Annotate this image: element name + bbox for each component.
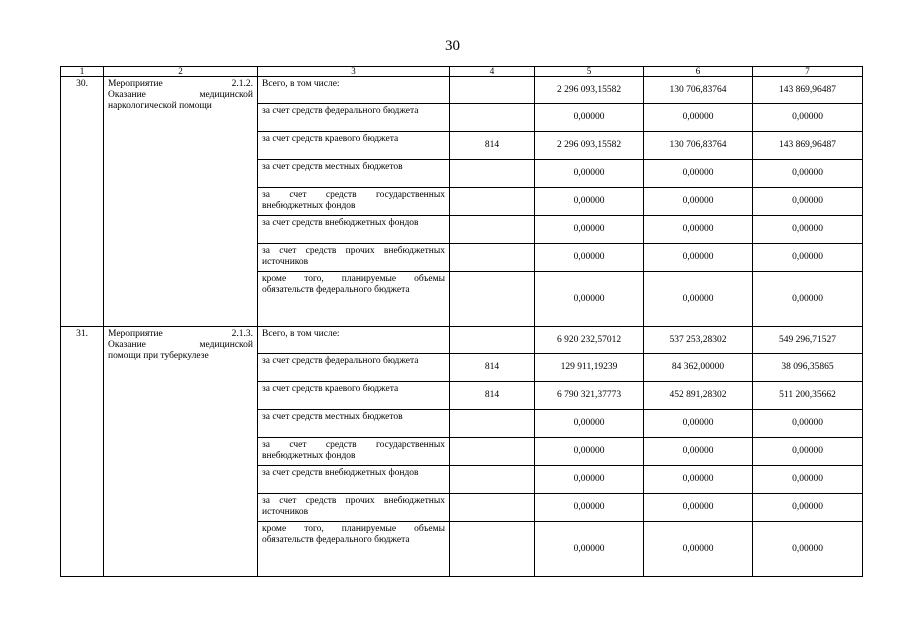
value-col5: 2 296 093,15582 <box>535 132 644 160</box>
funding-source: кроме того, планируемые объемы обязательств федерального бюджета <box>258 522 450 577</box>
budget-code <box>450 438 535 466</box>
value-col5: 6 920 232,57012 <box>535 327 644 354</box>
funding-source: за счет средств внебюджетных фондов <box>258 216 450 244</box>
value-col6: 0,00000 <box>644 438 753 466</box>
funding-source: за счет средств краевого бюджета <box>258 132 450 160</box>
budget-code: 814 <box>450 382 535 410</box>
budget-code: 814 <box>450 354 535 382</box>
column-header: 3 <box>258 67 450 77</box>
value-col7: 0,00000 <box>753 494 863 522</box>
column-header: 4 <box>450 67 535 77</box>
value-col5: 0,00000 <box>535 438 644 466</box>
value-col7: 0,00000 <box>753 160 863 188</box>
column-header: 1 <box>61 67 104 77</box>
funding-source: за счет средств прочих внебюджетных источников <box>258 244 450 272</box>
value-col6: 0,00000 <box>644 104 753 132</box>
value-col5: 0,00000 <box>535 494 644 522</box>
budget-code: 814 <box>450 132 535 160</box>
value-col5: 0,00000 <box>535 522 644 577</box>
value-col7: 0,00000 <box>753 272 863 327</box>
funding-source: за счет средств прочих внебюджетных источников <box>258 494 450 522</box>
value-col6: 0,00000 <box>644 272 753 327</box>
value-col5: 129 911,19239 <box>535 354 644 382</box>
value-col7: 0,00000 <box>753 438 863 466</box>
event-name-line: Мероприятие 2.1.3. <box>108 329 253 339</box>
funding-source: кроме того, планируемые объемы обязательств федерального бюджета <box>258 272 450 327</box>
value-col6: 84 362,00000 <box>644 354 753 382</box>
funding-source: за счет средств местных бюджетов <box>258 160 450 188</box>
column-header: 6 <box>644 67 753 77</box>
value-col5: 6 790 321,37773 <box>535 382 644 410</box>
budget-code <box>450 327 535 354</box>
value-col6: 0,00000 <box>644 188 753 216</box>
column-number-row <box>61 67 863 77</box>
budget-code <box>450 160 535 188</box>
funding-source: за счет средств государственных внебюджетных фондов <box>258 188 450 216</box>
value-col7: 0,00000 <box>753 522 863 577</box>
budget-code <box>450 244 535 272</box>
value-col6: 130 706,83764 <box>644 132 753 160</box>
funding-source: за счет средств федерального бюджета <box>258 104 450 132</box>
budget-code <box>450 77 535 104</box>
value-col6: 0,00000 <box>644 160 753 188</box>
event-name-line: Оказание медицинской <box>108 340 253 350</box>
row-number: 30. <box>61 77 104 327</box>
funding-source: за счет средств краевого бюджета <box>258 382 450 410</box>
value-col7: 38 096,35865 <box>753 354 863 382</box>
value-col6: 0,00000 <box>644 216 753 244</box>
value-col5: 2 296 093,15582 <box>535 77 644 104</box>
event-name-line: помощи при туберкулезе <box>108 351 209 361</box>
value-col7: 0,00000 <box>753 244 863 272</box>
value-col5: 0,00000 <box>535 216 644 244</box>
value-col6: 0,00000 <box>644 522 753 577</box>
funding-source: за счет средств федерального бюджета <box>258 354 450 382</box>
value-col6: 0,00000 <box>644 466 753 494</box>
value-col5: 0,00000 <box>535 466 644 494</box>
value-col6: 0,00000 <box>644 410 753 438</box>
funding-source: Всего, в том числе: <box>258 77 450 104</box>
value-col5: 0,00000 <box>535 188 644 216</box>
funding-source: за счет средств внебюджетных фондов <box>258 466 450 494</box>
budget-code <box>450 410 535 438</box>
value-col5: 0,00000 <box>535 410 644 438</box>
value-col6: 0,00000 <box>644 494 753 522</box>
value-col7: 0,00000 <box>753 188 863 216</box>
budget-code <box>450 522 535 577</box>
value-col7: 511 200,35662 <box>753 382 863 410</box>
event-name <box>104 77 258 327</box>
event-name-line: наркологической помощи <box>108 101 212 111</box>
value-col7: 0,00000 <box>753 466 863 494</box>
budget-code <box>450 104 535 132</box>
budget-code <box>450 216 535 244</box>
page-number: 30 <box>445 38 460 54</box>
funding-source: за счет средств государственных внебюджетных фондов <box>258 438 450 466</box>
column-header: 5 <box>535 67 644 77</box>
funding-source: Всего, в том числе: <box>258 327 450 354</box>
value-col6: 130 706,83764 <box>644 77 753 104</box>
value-col7: 143 869,96487 <box>753 77 863 104</box>
value-col7: 0,00000 <box>753 104 863 132</box>
row-number: 31. <box>61 327 104 577</box>
budget-code <box>450 188 535 216</box>
value-col5: 0,00000 <box>535 272 644 327</box>
column-header: 2 <box>104 67 258 77</box>
table-row <box>61 327 863 354</box>
value-col6: 0,00000 <box>644 244 753 272</box>
table-row <box>61 77 863 104</box>
value-col7: 143 869,96487 <box>753 132 863 160</box>
funding-source: за счет средств местных бюджетов <box>258 410 450 438</box>
value-col7: 0,00000 <box>753 216 863 244</box>
budget-code <box>450 466 535 494</box>
value-col5: 0,00000 <box>535 244 644 272</box>
value-col6: 537 253,28302 <box>644 327 753 354</box>
event-name <box>104 327 258 577</box>
budget-code <box>450 272 535 327</box>
budget-table <box>60 66 863 577</box>
value-col6: 452 891,28302 <box>644 382 753 410</box>
value-col5: 0,00000 <box>535 160 644 188</box>
event-name-line: Оказание медицинской <box>108 90 253 100</box>
budget-code <box>450 494 535 522</box>
value-col5: 0,00000 <box>535 104 644 132</box>
value-col7: 549 296,71527 <box>753 327 863 354</box>
column-header: 7 <box>753 67 863 77</box>
event-name-line: Мероприятие 2.1.2. <box>108 79 253 89</box>
value-col7: 0,00000 <box>753 410 863 438</box>
